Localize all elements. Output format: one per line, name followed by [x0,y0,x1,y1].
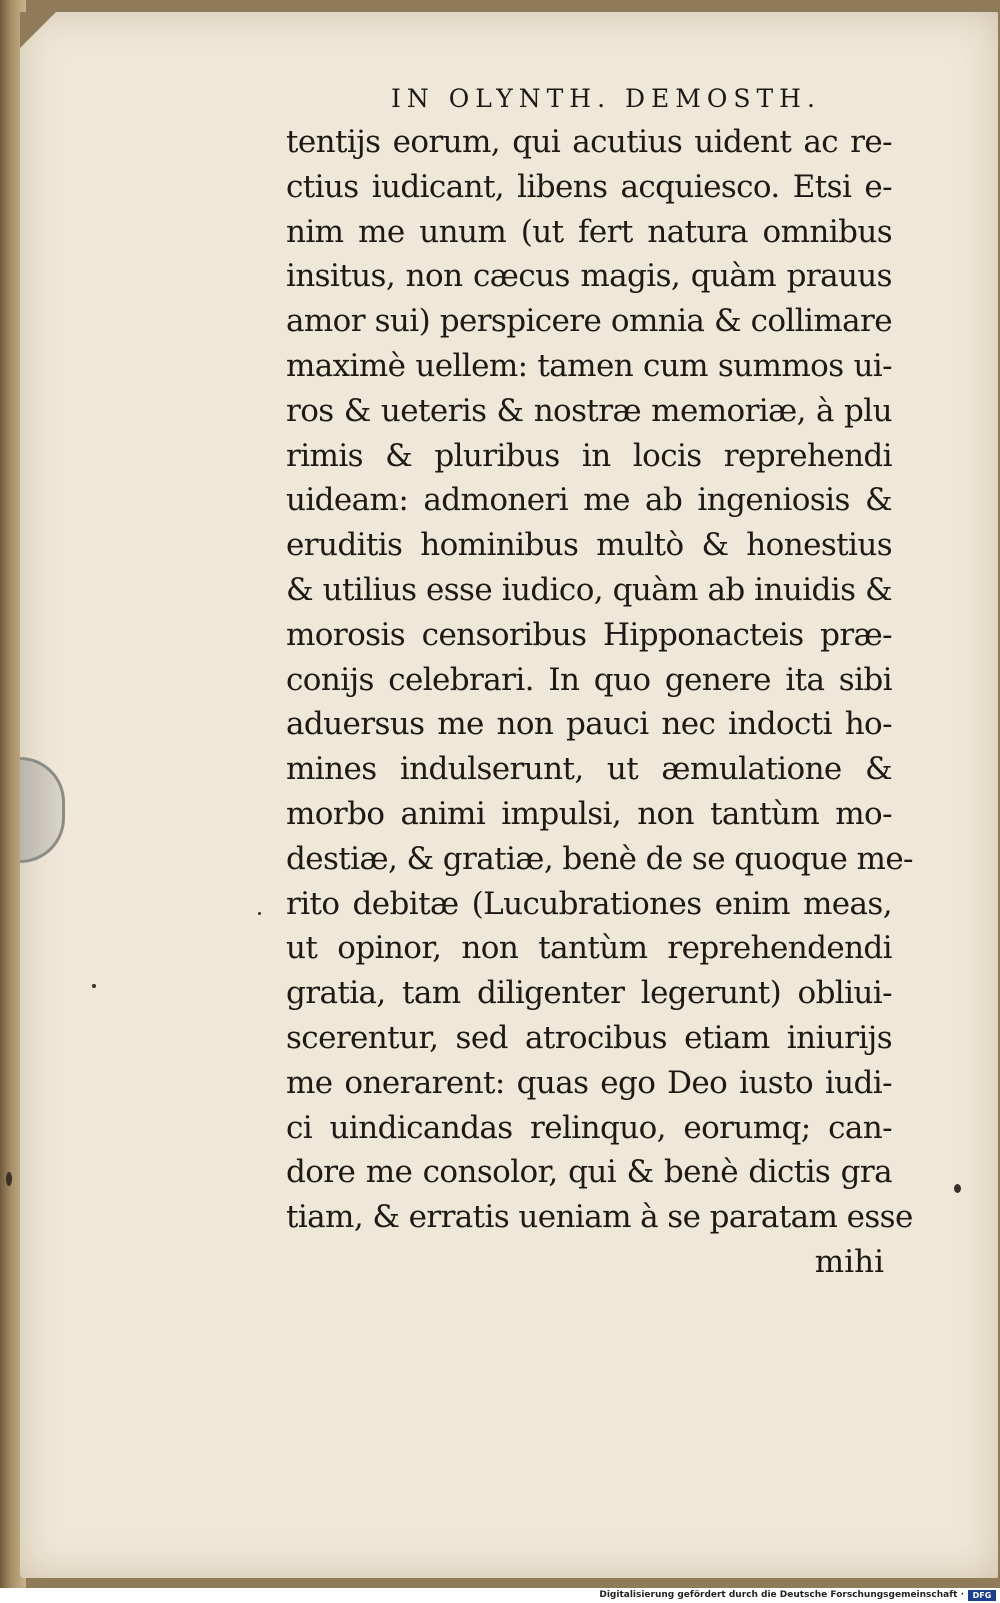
running-head: IN OLYNTH. DEMOSTH. [391,84,821,113]
dfg-logo-icon: DFG [968,1590,996,1601]
digitization-footer [0,1588,1000,1603]
ink-speck [258,912,261,915]
text-line: morosis censoribus Hipponacteis præ- [286,616,892,653]
text-line: gratia, tam diligenter legerunt) obliui- [286,975,892,1012]
text-line: eruditis hominibus multò & honestius [286,527,892,564]
text-line: ros & ueteris & nostræ memoriæ, à plu [286,392,892,429]
text-line: nim me unum (ut fert natura omnibus [286,213,892,250]
text-line: uideam: admoneri me ab ingeniosis & [286,482,892,519]
text-line: rito debitæ (Lucubrationes enim meas, [286,885,892,922]
text-line: ut opinor, non tantùm reprehendendi [286,930,892,967]
text-line: rimis & pluribus in locis reprehendi [286,437,892,474]
printed-text-block [286,78,913,1284]
text-line: maximè uellem: tamen cum summos ui- [286,347,892,384]
ink-speck [6,1172,12,1186]
footer-credit: Digitalisierung gefördert durch die Deutsche Forschungsgemeinschaft · [599,1590,964,1600]
text-line: insitus, non cæcus magis, quàm prauus [286,258,892,295]
text-line: ctius iudicant, libens acquiesco. Etsi e- [286,168,892,205]
text-line: tentijs eorum, qui acutius uident ac re- [286,124,892,160]
text-line: morbo animi impulsi, non tantùm mo- [286,795,892,832]
page-clip-icon [20,757,65,863]
text-line: mines indulserunt, ut æmulatione & [286,751,892,788]
ink-speck [92,984,96,988]
text-line: amor sui) perspicere omnia & collimare [286,303,892,340]
text-line: aduersus me non pauci nec indocti ho- [286,706,892,743]
text-line: scerentur, sed atrocibus etiam iniurijs [286,1019,892,1056]
text-line: ci uindicandas relinquo, eorumq; can- [286,1109,892,1146]
text-line: destiæ, & gratiæ, benè de se quoque me- [286,840,913,877]
catchword: mihi [814,1243,884,1280]
text-line: me onerarent: quas ego Deo iusto iudi- [286,1064,892,1101]
page-corner-fold [20,12,56,48]
text-line: conijs celebrari. In quo genere ita sibi [286,661,892,698]
text-line: tiam, & erratis ueniam à se paratam esse [286,1199,913,1236]
text-line: dore me consolor, qui & benè dictis gra [286,1154,892,1191]
ink-speck [954,1184,961,1193]
text-line: & utilius esse iudico, quàm ab inuidis & [286,571,892,608]
